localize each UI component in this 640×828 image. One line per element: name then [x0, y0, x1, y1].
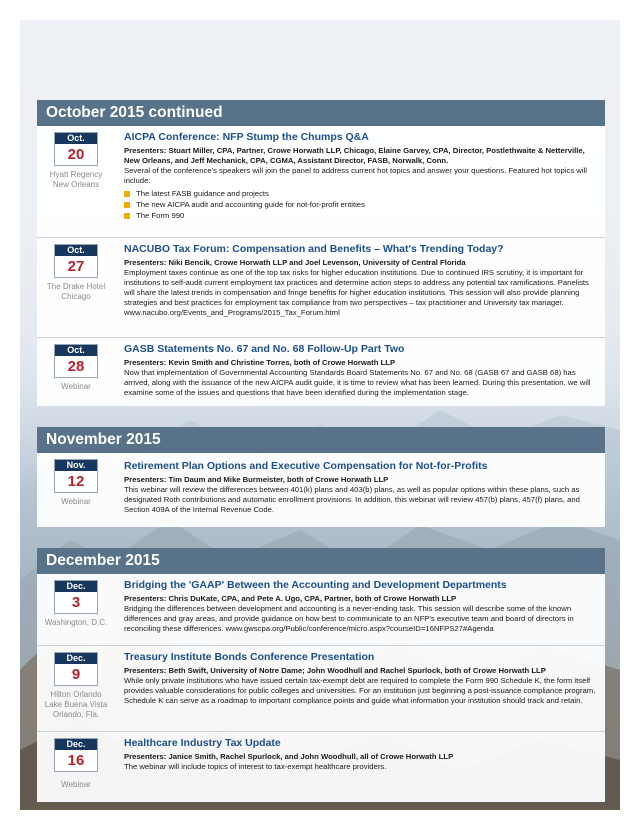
section-heading: November 2015 — [37, 427, 605, 453]
event-presenters: Presenters: Kevin Smith and Christine Torres, both of Crowe Horwath LLP — [124, 358, 396, 367]
calendar-date-icon — [54, 580, 98, 614]
topic-list — [124, 188, 597, 221]
section-november — [37, 427, 605, 527]
event-description: Bridging the differences between development and accounting is a never-ending task. This session will describe some of the known differences and gray areas, and provide guidance on how best to communicate to an NFP's executive team and board of directors in reconciling these differences. www.gwscpa.org/Public/conference/micro.aspx?courseID=16NFPS27#Agenda — [124, 604, 574, 633]
event-title: AICPA Conference: NFP Stump the Chumps Q&A — [124, 131, 369, 143]
topic-bullet: The Form 990 — [124, 210, 597, 221]
calendar-month: Dec. — [55, 653, 97, 664]
event-presenters: Presenters: Niki Bencik, Crowe Horwath LLP and Joel Levenson, University of Central Florida — [124, 258, 466, 267]
event-description: Employment taxes continue as one of the top tax risks for higher education institutions. Due to continued IRS scrutiny, it is important for institutions to self-audit current employment tax practices and determine action steps to address any potential tax ramifications. Panelists will share the latest trends in compensation and fringe benefits for higher education institutions. This session will also provide planning strategies and best practices for employment tax compliance from two perspectives – tax practitioner and University tax manager. www.nacubo.org/Events_and_Programs/2015_Tax_Forum.html — [124, 268, 589, 317]
calendar-month: Dec. — [55, 581, 97, 592]
event-presenters: Presenters: Chris DuKate, CPA, and Pete A. Ugo, CPA, Partner, both of Crowe Horwath LLP — [124, 594, 457, 603]
event-venue: The Drake Hotel Chicago — [46, 282, 106, 301]
event-presenters: Presenters: Stuart Miller, CPA, Partner, Crowe Horwath LLP, Chicago, Elaine Garvey, CPA, Director, Postlethwaite & Netterville, New Orleans, and Jeff Mechanick, CPA, CGMA, Assistant Director, FASB, Norwalk, Conn. — [124, 146, 585, 165]
calendar-month: Oct. — [55, 133, 97, 144]
event-title: Retirement Plan Options and Executive Compensation for Not-for-Profits — [124, 460, 488, 472]
topic-bullet: The new AICPA audit and accounting guide for not-for-profit entities — [124, 199, 597, 210]
event-description: While only private institutions who have issued certain tax-exempt debt are required to complete the Form 990 Schedule K, the form itself provides valuable considerations for public colleges and universities. For an institution just beginning a post-issuance compliance program, Schedule K can serve as a roadmap to important compliance points and guide what information your institution should track and retain. — [124, 676, 596, 705]
event-title: Healthcare Industry Tax Update — [124, 737, 281, 749]
event-item — [37, 238, 605, 338]
event-item — [37, 126, 605, 238]
event-venue: Hyatt Regency New Orleans — [49, 170, 103, 189]
event-description: Several of the conference's speakers will join the panel to address current hot topics and answer your questions. Featured hot topics will include: — [124, 166, 587, 185]
event-item — [37, 646, 605, 732]
section-december — [37, 548, 605, 802]
event-presenters: Presenters: Beth Swift, University of Notre Dame; John Woodhull and Rachel Spurlock, both of Crowe Horwath LLP — [124, 666, 546, 675]
event-item — [37, 574, 605, 646]
event-description: The webinar will include topics of interest to tax-exempt healthcare providers. — [124, 762, 387, 771]
event-venue: Webinar — [61, 382, 91, 391]
event-venue: Webinar — [61, 780, 91, 789]
event-title: GASB Statements No. 67 and No. 68 Follow-Up Part Two — [124, 343, 405, 355]
event-item — [37, 732, 605, 802]
calendar-date-icon — [54, 738, 98, 772]
calendar-day: 27 — [67, 258, 85, 275]
calendar-date-icon — [54, 459, 98, 493]
event-title: Bridging the 'GAAP' Between the Accounting and Development Departments — [124, 579, 507, 591]
calendar-date-icon — [54, 652, 98, 686]
calendar-month: Oct. — [55, 245, 97, 256]
event-description: This webinar will review the differences between 401(k) plans and 403(b) plans, as well as popular options within these plans, such as designated Roth contributions and automatic enrollment provisions. In addition, this webinar will review 457(b) plans, 457(f) plans, and Section 409A of the Internal Revenue Code. — [124, 485, 580, 514]
calendar-day: 12 — [67, 473, 85, 490]
calendar-date-icon — [54, 132, 98, 166]
section-heading: December 2015 — [37, 548, 605, 574]
event-item — [37, 338, 605, 406]
event-item — [37, 453, 605, 527]
event-presenters: Presenters: Janice Smith, Rachel Spurlock, and John Woodhull, all of Crowe Horwath LLP — [124, 752, 454, 761]
section-october — [37, 100, 605, 406]
calendar-month: Dec. — [55, 739, 97, 750]
calendar-day: 20 — [67, 146, 85, 163]
section-heading: October 2015 continued — [37, 100, 605, 126]
calendar-day: 28 — [67, 358, 85, 375]
event-presenters: Presenters: Tim Daum and Mike Burmeister, both of Crowe Horwath LLP — [124, 475, 389, 484]
calendar-day: 9 — [71, 666, 81, 683]
event-title: Treasury Institute Bonds Conference Presentation — [124, 651, 375, 663]
calendar-date-icon — [54, 244, 98, 278]
event-venue: Washington, D.C. — [44, 618, 108, 627]
calendar-month: Nov. — [55, 460, 97, 471]
event-venue: Hilton Orlando Lake Buena Vista Orlando, Fla. — [44, 690, 108, 719]
calendar-day: 16 — [67, 752, 85, 769]
calendar-month: Oct. — [55, 345, 97, 356]
calendar-day: 3 — [71, 594, 81, 611]
event-title: NACUBO Tax Forum: Compensation and Benefits – What's Trending Today? — [124, 243, 504, 255]
event-description: Now that implementation of Governmental Accounting Standards Board Statements No. 67 and No. 68 (GASB 67 and GASB 68) has arrived, along with the issuance of the new AICPA audit guide, it is time to review what has been learned. During this presentation, we will examine some of the issues and questions that have been identified during the implementation stage. — [124, 368, 591, 397]
newsletter-page — [20, 20, 620, 810]
calendar-date-icon — [54, 344, 98, 378]
topic-bullet: The latest FASB guidance and projects — [124, 188, 597, 199]
event-venue: Webinar — [61, 497, 91, 506]
